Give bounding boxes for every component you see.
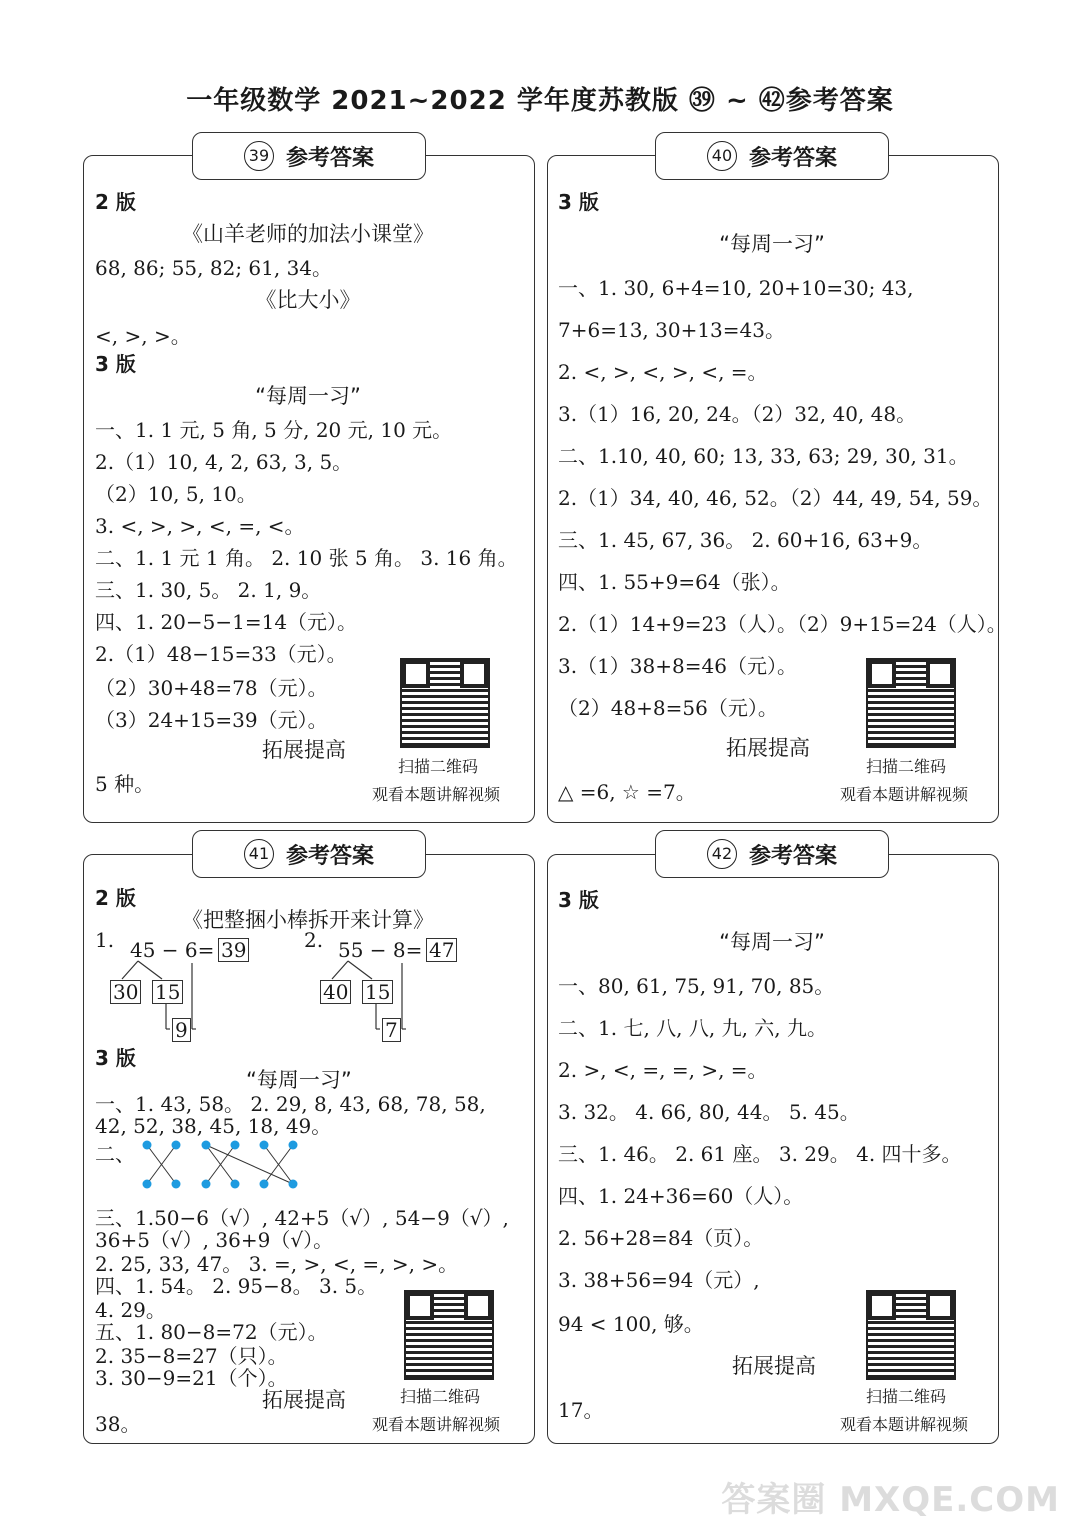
answer-line: 一、1. 43, 58。 2. 29, 8, 43, 68, 78, 58, <box>95 1092 486 1116</box>
answer-line: 38。 <box>95 1412 141 1436</box>
qr-code-icon[interactable] <box>866 658 956 748</box>
edition-label: 3 版 <box>95 352 136 376</box>
qr-caption: 观看本题讲解视频 <box>372 785 501 804</box>
match-dot <box>202 1180 211 1189</box>
answer-line: 三、1. 46。 2. 61 座。 3. 29。 4. 四十多。 <box>558 1142 962 1166</box>
tab-label: 参考答案 <box>285 843 374 869</box>
answer-line: 二、1.10, 40, 60; 13, 33, 63; 29, 30, 31。 <box>558 444 969 468</box>
answer-line: 三、1. 30, 5。 2. 1, 9。 <box>95 578 322 602</box>
split-lines <box>100 955 220 1035</box>
section-heading: 《山羊老师的加法小课堂》 <box>182 222 434 246</box>
answer-line: 2. 35−8=27（只）。 <box>95 1344 288 1368</box>
answer-line: 2. 25, 33, 47。 3. =, >, <, =, >, >。 <box>95 1252 459 1276</box>
split-lines <box>310 955 430 1035</box>
section-heading: 拓展提高 <box>726 736 810 760</box>
match-dot <box>143 1180 152 1189</box>
section-heading: “每周一习” <box>246 1068 352 1092</box>
answer-line: 68, 86; 55, 82; 61, 34。 <box>95 256 333 280</box>
answer-line: 二、1. 1 元 1 角。 2. 10 张 5 角。 3. 16 角。 <box>95 546 518 570</box>
edition-label: 2 版 <box>95 190 136 214</box>
answer-line: 2.（1）14+9=23（人）。（2）9+15=24（人）。 <box>558 612 1007 636</box>
qr-code-icon[interactable] <box>404 1290 494 1380</box>
answer-line: 94 < 100, 够。 <box>558 1312 704 1336</box>
number-badge: 40 <box>707 141 737 171</box>
answer-line: 7+6=13, 30+13=43。 <box>558 318 785 342</box>
number-badge: 39 <box>244 141 274 171</box>
edition-label: 2 版 <box>95 886 136 910</box>
qr-code-icon[interactable] <box>866 1290 956 1380</box>
answer-box: 47 <box>426 938 457 962</box>
qr-caption: 扫描二维码 <box>400 1387 481 1406</box>
qr-caption: 扫描二维码 <box>866 757 947 776</box>
qr-caption: 扫描二维码 <box>398 757 479 776</box>
match-dot <box>260 1141 269 1150</box>
qr-caption: 观看本题讲解视频 <box>840 785 969 804</box>
answer-line: 2. <, >, <, >, <, =。 <box>558 360 768 384</box>
answer-line: 二、 <box>95 1142 135 1166</box>
section-heading: 《比大小》 <box>255 288 361 312</box>
match-dot <box>172 1141 181 1150</box>
answer-line: 36+5（√）, 36+9（√）。 <box>95 1228 334 1252</box>
section-heading: 拓展提高 <box>262 1388 346 1412</box>
answer-line: 一、1. 1 元, 5 角, 5 分, 20 元, 10 元。 <box>95 418 453 442</box>
answer-line: （2）30+48=78（元）。 <box>95 676 328 700</box>
answer-line: 2.（1）10, 4, 2, 63, 3, 5。 <box>95 450 353 474</box>
answer-line: <, >, >。 <box>95 324 191 348</box>
edition-label: 3 版 <box>558 888 599 912</box>
question-number: 1. <box>95 928 115 952</box>
number-badge: 41 <box>244 839 274 869</box>
match-dot <box>202 1141 211 1150</box>
answer-line: 3. 38+56=94（元）, <box>558 1268 760 1292</box>
answer-line: （2）10, 5, 10。 <box>95 482 257 506</box>
split-box: 15 <box>362 980 393 1004</box>
answer-line: 2.（1）34, 40, 46, 52。（2）44, 49, 54, 59。 <box>558 486 993 510</box>
split-box: 30 <box>110 980 141 1004</box>
answer-line: 5 种。 <box>95 772 155 796</box>
answer-line: 2. 56+28=84（页）。 <box>558 1226 764 1250</box>
match-dot <box>231 1180 240 1189</box>
match-dot <box>289 1141 298 1150</box>
tab-label: 参考答案 <box>748 145 837 171</box>
page-title: 一年级数学 2021~2022 学年度苏教版 ㊴ ~ ㊷参考答案 <box>186 86 894 116</box>
answer-line: 四、1. 20−5−1=14（元）。 <box>95 610 358 634</box>
matching-diagram <box>140 1140 310 1190</box>
answer-line: （3）24+15=39（元）。 <box>95 708 328 732</box>
answer-line: 二、1. 七, 八, 八, 九, 六, 九。 <box>558 1016 828 1040</box>
answer-line: 一、80, 61, 75, 91, 70, 85。 <box>558 974 835 998</box>
qr-caption: 扫描二维码 <box>866 1387 947 1406</box>
answer-line: 三、1. 45, 67, 36。 2. 60+16, 63+9。 <box>558 528 933 552</box>
number-badge: 42 <box>707 839 737 869</box>
split-box: 40 <box>320 980 351 1004</box>
question-number: 2. <box>304 928 324 952</box>
answer-line: 四、1. 24+36=60（人）。 <box>558 1184 804 1208</box>
section-heading: “每周一习” <box>255 384 361 408</box>
answer-line: 三、1.50−6（√）, 42+5（√）, 54−9（√）, <box>95 1206 509 1230</box>
split-box: 7 <box>382 1018 401 1042</box>
answer-line: 四、1. 54。 2. 95−8。 3. 5。 <box>95 1274 378 1298</box>
equation: 55 − 8= <box>338 938 423 962</box>
section-heading: “每周一习” <box>719 930 825 954</box>
edition-label: 3 版 <box>558 190 599 214</box>
match-dot <box>231 1141 240 1150</box>
match-dot <box>289 1180 298 1189</box>
section-heading: 《把整捆小棒拆开来计算》 <box>182 908 434 932</box>
watermark: 答案圈 MXQE.COM <box>721 1480 1060 1520</box>
section-heading: 拓展提高 <box>732 1354 816 1378</box>
equation: 45 − 6= <box>130 938 215 962</box>
tab-39 <box>192 132 426 180</box>
answer-line: △ =6, ☆ =7。 <box>558 780 696 804</box>
answer-line: 42, 52, 38, 45, 18, 49。 <box>95 1114 332 1138</box>
answer-line: 3. 30−9=21（个）。 <box>95 1366 288 1390</box>
answer-line: 2. >, <, =, =, >, =。 <box>558 1058 768 1082</box>
answer-line: 一、1. 30, 6+4=10, 20+10=30; 43, <box>558 276 914 300</box>
tab-40 <box>655 132 889 180</box>
tab-42 <box>655 830 889 878</box>
answer-line: 3. 32。 4. 66, 80, 44。 5. 45。 <box>558 1100 860 1124</box>
qr-caption: 观看本题讲解视频 <box>372 1415 501 1434</box>
answer-line: 2.（1）48−15=33（元）。 <box>95 642 347 666</box>
answer-line: 五、1. 80−8=72（元）。 <box>95 1320 328 1344</box>
answer-box: 39 <box>218 938 249 962</box>
tab-41 <box>192 830 426 878</box>
answer-line: 4. 29。 <box>95 1298 166 1322</box>
match-dot <box>172 1180 181 1189</box>
answer-line: 3.（1）38+8=46（元）。 <box>558 654 797 678</box>
answer-line: （2）48+8=56（元）。 <box>558 696 778 720</box>
section-heading: “每周一习” <box>719 232 825 256</box>
answer-line: 17。 <box>558 1398 604 1422</box>
section-heading: 拓展提高 <box>262 738 346 762</box>
answer-line: 3. <, >, >, <, =, <。 <box>95 514 305 538</box>
match-dot <box>143 1141 152 1150</box>
answer-line: 3.（1）16, 20, 24。（2）32, 40, 48。 <box>558 402 917 426</box>
split-box: 15 <box>152 980 183 1004</box>
tab-label: 参考答案 <box>748 843 837 869</box>
edition-label: 3 版 <box>95 1046 136 1070</box>
answer-line: 四、1. 55+9=64（张）。 <box>558 570 791 594</box>
tab-label: 参考答案 <box>285 145 374 171</box>
match-dot <box>260 1180 269 1189</box>
split-box: 9 <box>172 1018 191 1042</box>
qr-code-icon[interactable] <box>400 658 490 748</box>
qr-caption: 观看本题讲解视频 <box>840 1415 969 1434</box>
